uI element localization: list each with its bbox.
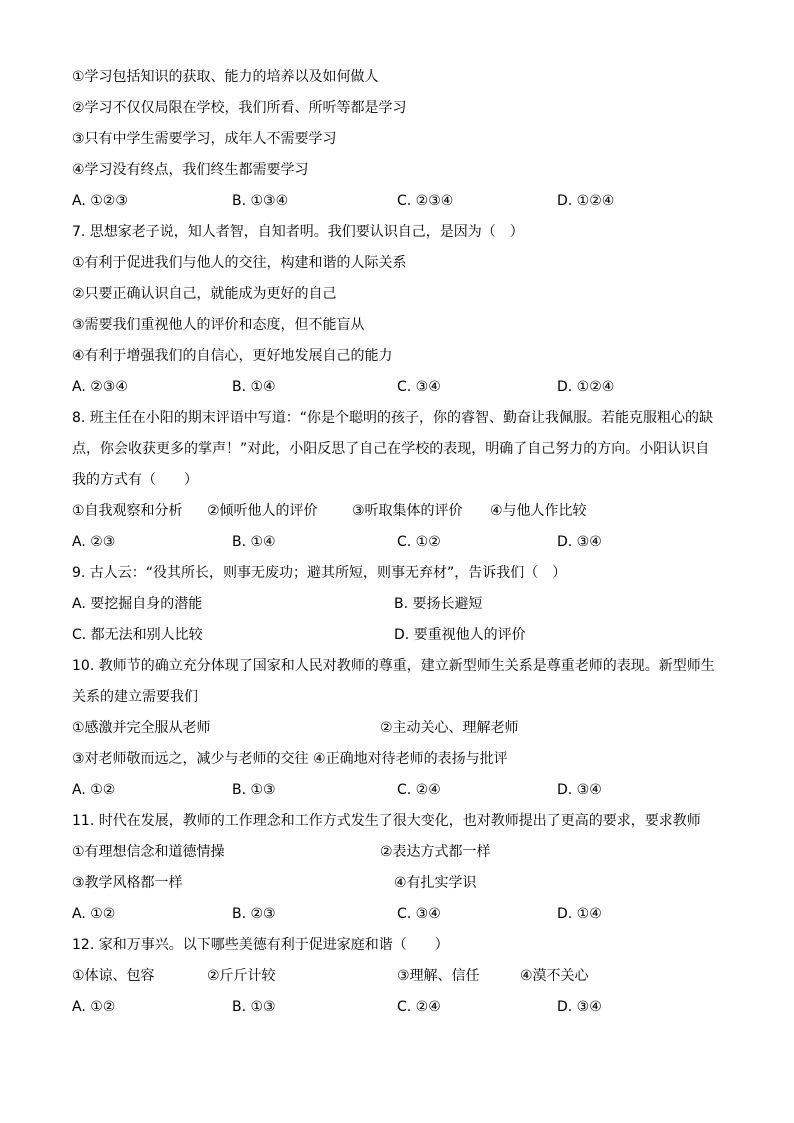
question-7-item: ③需要我们重视他人的评价和态度，但不能盲从 bbox=[72, 317, 365, 333]
intro-item: ③只有中学生需要学习，成年人不需要学习 bbox=[72, 131, 337, 147]
question-10-stem: 关系的建立需要我们 bbox=[72, 689, 198, 705]
question-12-item: ②斤斤计较 bbox=[207, 968, 276, 984]
question-12-stem: 12. 家和万事兴。以下哪些美德有利于促进家庭和谐（ ） bbox=[72, 937, 449, 953]
question-7-stem: 7. 思想家老子说，知人者智，自知者明。我们要认识自己，是因为（ ） bbox=[72, 224, 524, 240]
question-10-item: ④正确地对待老师的表扬与批评 bbox=[313, 751, 508, 767]
option-a: A. ②③ bbox=[72, 534, 116, 550]
option-d: D. ③④ bbox=[557, 534, 602, 550]
option-d: D. ①②④ bbox=[557, 379, 615, 395]
question-10-items-row1 bbox=[72, 713, 727, 744]
option-c: C. ③④ bbox=[397, 379, 441, 395]
question-11-items-row2 bbox=[72, 868, 727, 899]
question-11-item: ④有扎实学识 bbox=[394, 875, 477, 891]
question-10-item: ①感激并完全服从老师 bbox=[72, 720, 211, 736]
option-b: B. ①④ bbox=[232, 534, 276, 550]
question-8-options bbox=[72, 527, 727, 558]
question-12-item: ①体谅、包容 bbox=[72, 968, 155, 984]
option-d: D. ③④ bbox=[557, 999, 602, 1015]
option-b: B. ①④ bbox=[232, 379, 276, 395]
intro-item: ④学习没有终点，我们终生都需要学习 bbox=[72, 162, 309, 178]
question-11-items-row1 bbox=[72, 837, 727, 868]
option-a: A. ①② bbox=[72, 906, 116, 922]
option-c: C. ②③④ bbox=[397, 193, 454, 209]
intro-item: ②学习不仅仅局限在学校，我们所看、所听等都是学习 bbox=[72, 100, 407, 116]
question-8-stem: 点，你会收获更多的掌声！”对此，小阳反思了自己在学校的表现，明确了自己努力的方向。小阳认识自 bbox=[72, 441, 710, 457]
question-11-item: ③教学风格都一样 bbox=[72, 875, 183, 891]
question-12-items bbox=[72, 961, 727, 992]
question-8-item: ③听取集体的评价 bbox=[352, 503, 463, 519]
option-a: A. ②③④ bbox=[72, 379, 128, 395]
question-8-stem: 8. 班主任在小阳的期末评语中写道：“你是个聪明的孩子，你的睿智、勤奋让我佩服。若能克服粗心的缺 bbox=[72, 410, 714, 426]
option-c: C. ①② bbox=[397, 534, 441, 550]
option-d: D. ③④ bbox=[557, 782, 602, 798]
question-8-item: ④与他人作比较 bbox=[490, 503, 587, 519]
question-12-options bbox=[72, 992, 727, 1023]
question-11-item: ②表达方式都一样 bbox=[380, 844, 491, 860]
question-9-options-row2 bbox=[72, 620, 727, 651]
question-9-options-row1 bbox=[72, 589, 727, 620]
question-11-options bbox=[72, 899, 727, 930]
intro-item: ①学习包括知识的获取、能力的培养以及如何做人 bbox=[72, 69, 379, 85]
option-b: B. ①③④ bbox=[232, 193, 289, 209]
intro-options bbox=[72, 186, 727, 217]
question-10-items-row2 bbox=[72, 744, 727, 775]
option-c: C. ②④ bbox=[397, 999, 441, 1015]
option-a: A. ①② bbox=[72, 782, 116, 798]
question-11-item: ①有理想信念和道德情操 bbox=[72, 844, 225, 860]
question-11-stem: 11. 时代在发展，教师的工作理念和工作方式发生了很大变化，也对教师提出了更高的要求，要求教师 bbox=[72, 813, 701, 829]
question-8-item: ①自我观察和分析 bbox=[72, 503, 183, 519]
question-8-stem: 我的方式有（ ） bbox=[72, 472, 198, 488]
question-12-item: ④漠不关心 bbox=[520, 968, 589, 984]
question-10-item: ②主动关心、理解老师 bbox=[380, 720, 519, 736]
question-8-items bbox=[72, 496, 727, 527]
question-8-item: ②倾听他人的评价 bbox=[207, 503, 318, 519]
option-d: D. ①④ bbox=[557, 906, 602, 922]
exam-page bbox=[72, 62, 727, 1023]
question-12-item: ③理解、信任 bbox=[397, 968, 480, 984]
question-10-stem: 10. 教师节的确立充分体现了国家和人民对教师的尊重，建立新型师生关系是尊重老师的表现。新型师生 bbox=[72, 658, 715, 674]
option-b: B. ①③ bbox=[232, 782, 276, 798]
question-10-item: ③对老师敬而远之，减少与老师的交往 bbox=[72, 751, 309, 767]
option-d: D. ①②④ bbox=[557, 193, 615, 209]
option-b: B. 要扬长避短 bbox=[394, 596, 483, 612]
question-7-item: ②只要正确认识自己，就能成为更好的自己 bbox=[72, 286, 337, 302]
option-c: C. ②④ bbox=[397, 782, 441, 798]
question-7-item: ①有利于促进我们与他人的交往，构建和谐的人际关系 bbox=[72, 255, 407, 271]
option-d: D. 要重视他人的评价 bbox=[394, 627, 526, 643]
option-b: B. ②③ bbox=[232, 906, 276, 922]
option-a: A. ①② bbox=[72, 999, 116, 1015]
option-b: B. ①③ bbox=[232, 999, 276, 1015]
question-10-options bbox=[72, 775, 727, 806]
question-7-options bbox=[72, 372, 727, 403]
option-a: A. 要挖掘自身的潜能 bbox=[72, 596, 203, 612]
question-7-item: ④有利于增强我们的自信心，更好地发展自己的能力 bbox=[72, 348, 393, 364]
option-c: C. 都无法和别人比较 bbox=[72, 627, 203, 643]
question-9-stem: 9. 古人云：“役其所长，则事无废功；避其所短，则事无弃材”，告诉我们（ ） bbox=[72, 565, 567, 581]
option-a: A. ①②③ bbox=[72, 193, 128, 209]
option-c: C. ③④ bbox=[397, 906, 441, 922]
